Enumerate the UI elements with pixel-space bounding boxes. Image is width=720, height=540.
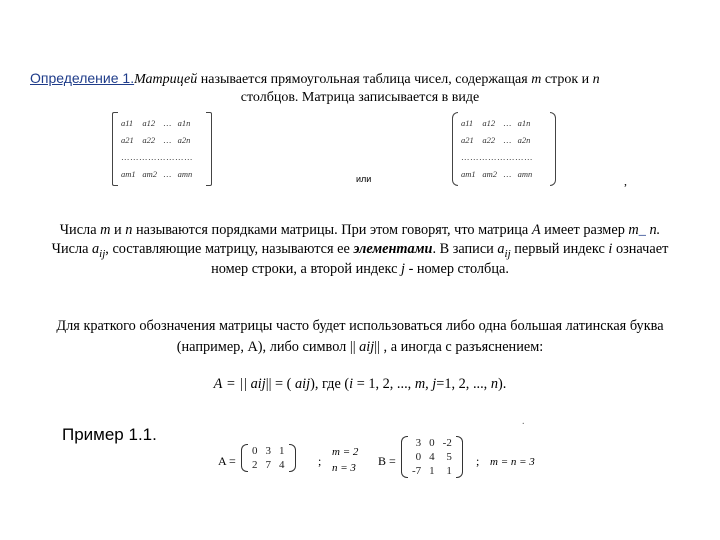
paragraph1-line3: номер строки, а второй индекс j - номер столбца. <box>211 261 509 277</box>
paragraph1-line1: Числа m и n называются порядками матрицы. При этом говорят, что матрица A имеет размер m_ n. <box>59 222 661 238</box>
paragraph2-line1: Для краткого обозначения матрицы часто будет использоваться либо одна большая латинская буква <box>56 318 664 334</box>
paragraph1-line2: Числа $a_{ij}$, составляющие матрицу, называются ее элементами. В записи $a_{ij}$ первый индекс i означает <box>51 241 669 260</box>
matrix-b-label: B = <box>378 454 396 468</box>
matrix-right-table: a11 a12 … a1n a21 a22 … a2n …………………… am1 am2 … amn <box>461 117 533 179</box>
definition-line-1 <box>30 70 710 88</box>
definition-line-2: столбцов. Матрица записывается в виде <box>240 90 480 105</box>
example-matrix-b: 3 0 -2 0 4 5 -7 1 1 <box>408 436 456 478</box>
definition-text-mid: строк и <box>541 72 593 87</box>
term-matrix: Матрицей <box>134 72 198 87</box>
trailing-comma: , <box>624 174 627 188</box>
matrix-b-mn: m = n = 3 <box>490 456 535 468</box>
example-matrix-a: 0 3 1 2 7 4 <box>248 444 289 472</box>
stray-dot: . <box>522 416 525 427</box>
matrix-a-separator: ; <box>318 454 322 468</box>
or-word: или <box>356 174 372 184</box>
matrix-a-m: m = 2 <box>332 446 359 458</box>
matrix-left <box>112 112 212 186</box>
matrix-left-table: a11 a12 … a1n a21 a22 … a2n …………………… am1 am2 … amn <box>121 117 193 179</box>
paragraph2-line2: (например, А), либо символ || aij|| , а иногда с разъяснением: <box>176 339 544 355</box>
var-n: n <box>592 72 600 87</box>
definition-term-link[interactable]: Определение 1. <box>30 70 135 86</box>
matrix-a-label: A = <box>218 454 236 468</box>
definition-text: называется прямоугольная таблица чисел, содержащая <box>197 72 532 87</box>
example-title: Пример 1.1. <box>62 425 157 444</box>
var-m: m <box>531 72 542 87</box>
matrix-notation-formula: А = || aij|| = ( aij), где (i = 1, 2, ..., m, j=1, 2, ..., n). <box>213 376 507 392</box>
matrix-right <box>452 112 556 186</box>
matrix-a-n: n = 3 <box>332 462 356 474</box>
matrix-b-separator: ; <box>476 454 480 468</box>
